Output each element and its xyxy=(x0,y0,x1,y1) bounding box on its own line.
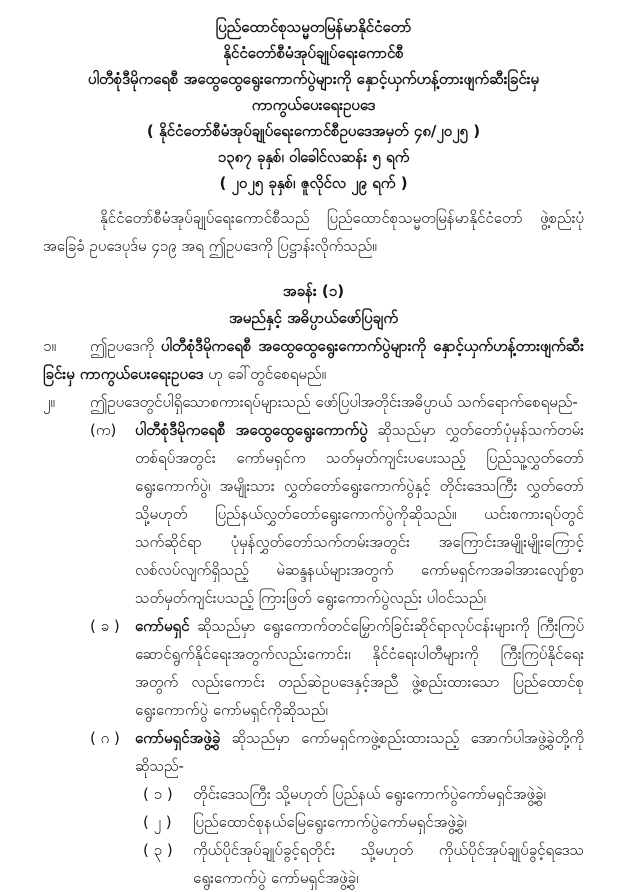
list-item-1-text: တိုင်းဒေသကြီး သို့မဟုတ် ပြည်နယ် ရွေးကောက်ပွဲကော်မရှင်အဖွဲ့ခွဲ၊ xyxy=(193,785,546,803)
subsection-kha-term: ကော်မရှင် xyxy=(135,617,190,635)
subsection-ka-label: (က) xyxy=(90,421,117,439)
law-title-line-2: ကာကွယ်ပေးရေးဥပဒေ xyxy=(251,96,376,114)
subsection-ka-definition: ဆိုသည်မှာ လွှတ်တော်ပုံမှန်သက်တမ်း တစ်ရပ်အတွင်း ကော်မရှင်က သတ်မှတ်ကျင်းပပေးသည့် ပြည်သူ့လွှတ်တော် ရွေးကောက်ပွဲ၊ အမျိုးသား လွှတ်တော်ရွေးကောက်ပွဲနှင့် တိုင်းဒေသကြီး လွှတ်တော် သို့မဟုတ် ပြည်နယ်လွှတ်တော်ရွေးကောက်ပွဲကိုဆိုသည်။ ယင်းစကားရပ်တွင် သက်ဆိုင်ရာ ပုံမှန်လွှတ်တော်သက်တမ်းအတွင်း အကြောင်းအမျိုးမျိုးကြောင့် လစ်လပ်လျက်ရှိသည့် မဲဆန္ဒနယ်များအတွက် ကော်မရှင်ကအခါအားလျော်စွာ သတ်မှတ်ကျင်းပသည့် ကြားဖြတ် ရွေးကောက်ပွဲလည်း ပါဝင်သည်၊ xyxy=(135,421,584,607)
list-item-2-label: ( ၂ ) xyxy=(143,813,172,831)
subsection-ga-term: ကော်မရှင်အဖွဲ့ခွဲ xyxy=(135,729,221,747)
section-1-number: ၁။ xyxy=(43,337,56,355)
gregorian-date-line: ( ၂၀၂၅ ခုနှစ်၊ ဇူလိုင်လ ၂၉ ရက် ) xyxy=(219,174,408,192)
section-2-number: ၂။ xyxy=(43,393,55,411)
list-item-3-text: ကိုယ်ပိုင်အုပ်ချုပ်ခွင့်ရတိုင်း သို့မဟုတ် ကိုယ်ပိုင်အုပ်ချုပ်ခွင့်ရဒေသ ရွေးကောက်ပွဲ ကော်မရှင်အဖွဲ့ခွဲ၊ xyxy=(193,841,584,887)
list-item-2 xyxy=(143,808,584,836)
list-item-2-text: ပြည်ထောင်စုနယ်မြေရွေးကောက်ပွဲကော်မရှင်အဖွဲ့ခွဲ၊ xyxy=(193,813,467,831)
subsection-ka-term: ပါတီစုံဒီမိုကရေစီ အထွေထွေရွေးကောက်ပွဲ xyxy=(135,421,368,439)
subsection-kha xyxy=(90,612,584,724)
section-1-text-pre: ဤဥပဒေကို xyxy=(90,337,161,355)
list-item-1-label: ( ၁ ) xyxy=(143,785,173,803)
chapter-number: အခန်း (၁) xyxy=(282,282,345,300)
list-item-3 xyxy=(143,836,584,892)
myanmar-date-line: ၁၃၈၇ ခုနှစ်၊ ဝါခေါင်လဆန်း ၅ ရက် xyxy=(217,148,410,166)
subsection-ka xyxy=(90,416,584,612)
section-2 xyxy=(43,388,584,416)
subsection-kha-definition: ဆိုသည်မှာ ရွေးကောက်တင်မြှောက်ခြင်းဆိုင်ရာလုပ်ငန်းများကို ကြီးကြပ် ဆောင်ရွက်နိုင်ရေးအတွက်လည်းကောင်း၊ နိုင်ငံရေးပါတီများကို ကြီးကြပ်နိုင်ရေးအတွက် လည်းကောင်း တည်ဆဲဥပဒေနှင့်အညီ ဖွဲ့စည်းထားသော ပြည်ထောင်စုရွေးကောက်ပွဲ ကော်မရှင်ကိုဆိုသည်၊ xyxy=(135,617,584,719)
council-name-line: နိုင်ငံတော်စီမံအုပ်ချုပ်ရေးကောင်စီ xyxy=(223,44,404,62)
section-1-text-post: ဟု ခေါ်တွင်စေရမည်။ xyxy=(203,365,327,383)
state-name-line: ပြည်ထောင်စုသမ္မတမြန်မာနိုင်ငံတော် xyxy=(215,18,412,36)
subsection-ga-label: ( ဂ ) xyxy=(90,729,120,747)
section-2-intro: ဤဥပဒေတွင်ပါရှိသောစကားရပ်များသည် ဖော်ပြပါအတိုင်းအဓိပ္ပာယ် သက်ရောက်စေရမည်- xyxy=(90,393,578,411)
subsection-ga-items xyxy=(143,780,584,892)
subsection-ga-definition: ဆိုသည်မှာ ကော်မရှင်ကဖွဲ့စည်းထားသည့် အောက်ပါအဖွဲ့ခွဲတို့ကို ဆိုသည်- xyxy=(135,729,584,775)
section-1-law-title: ပါတီစုံဒီမိုကရေစီ အထွေထွေရွေးကောက်ပွဲများကို နှောင့်ယှက်ဟန့်တားဖျက်ဆီးခြင်းမှ ကာကွယ်ပေးရေးဥပဒေ xyxy=(43,337,584,383)
subsection-kha-label: ( ခ ) xyxy=(90,617,120,635)
chapter-heading xyxy=(43,278,584,332)
subsection-ga xyxy=(90,724,584,892)
chapter-title: အမည်နှင့် အဓိပ္ပာယ်ဖော်ပြချက် xyxy=(228,309,399,327)
preamble-paragraph: နိုင်ငံတော်စီမံအုပ်ချုပ်ရေးကောင်စီသည် ပြည်ထောင်စုသမ္မတမြန်မာနိုင်ငံတော် ဖွဲ့စည်းပုံအခြေခံ ဥပဒေပုဒ်မ ၄၁၉ အရ ဤဥပဒေကို ပြဋ္ဌာန်းလိုက်သည်။ xyxy=(43,209,584,255)
section-1 xyxy=(43,332,584,388)
law-number-line: ( နိုင်ငံတော်စီမံအုပ်ချုပ်ရေးကောင်စီဥပဒေအမှတ် ၄၈/၂၀၂၅ ) xyxy=(146,122,481,140)
law-title-line-1: ပါတီစုံဒီမိုကရေစီ အထွေထွေရွေးကောက်ပွဲများကို နှောင့်ယှက်ဟန့်တားဖျက်ဆီးခြင်းမှ xyxy=(87,70,540,88)
subsection-kha-body xyxy=(135,612,584,724)
subsection-ga-definition-line xyxy=(135,724,584,780)
document-header xyxy=(43,14,584,196)
subsection-ga-body xyxy=(135,724,584,892)
list-item-3-label: ( ၃ ) xyxy=(143,841,173,859)
subsection-ka-body xyxy=(135,416,584,612)
list-item-1 xyxy=(143,780,584,808)
